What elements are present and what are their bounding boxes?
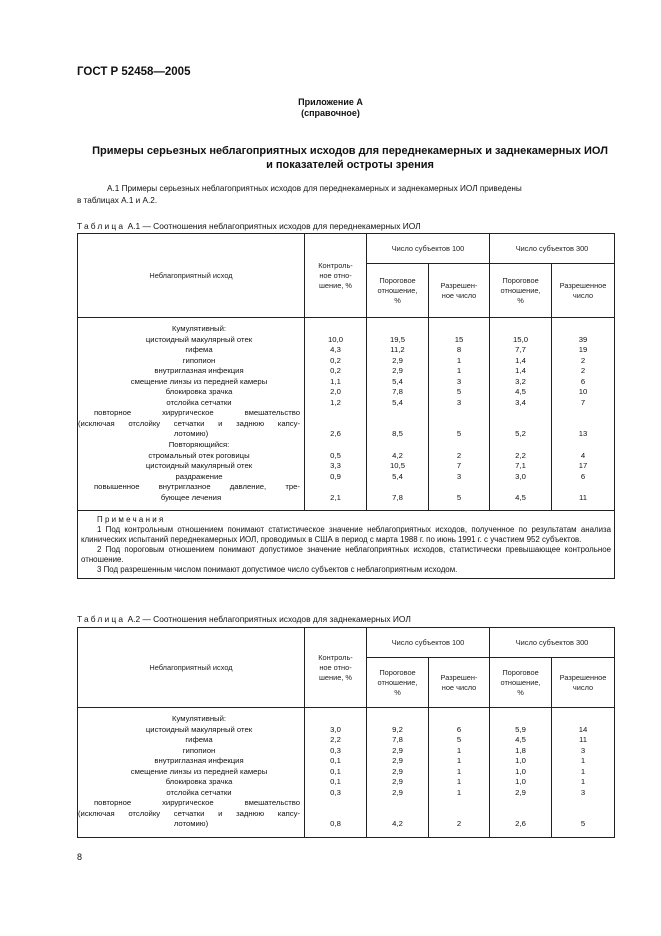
table2-col-allowed-300: [552, 708, 615, 838]
note-2: 2 Под пороговым отношением понимают допустимое значение неблагоприятных исходов, статистически превышающее контрольное отношение.: [81, 545, 612, 564]
row-value: 1,1: [330, 376, 341, 386]
row-value: 3,2: [515, 376, 526, 386]
row-value: 1,8: [515, 745, 526, 755]
row-label-text: повышенное внутриглазное давление, тре-: [94, 482, 300, 492]
header-allowed-100: [429, 264, 490, 318]
row-label: [78, 324, 304, 335]
row-label-text: цистоидный макулярный отек: [145, 724, 253, 734]
document-code: ГОСТ Р 52458—2005: [77, 66, 191, 78]
row-label-text: (исключая отслойку сетчатки и заднюю капсу-: [78, 418, 300, 428]
intro-paragraph: [77, 183, 617, 207]
row-label-text: блокировка зрачка: [165, 777, 233, 787]
header-line: Пороговое: [379, 275, 416, 285]
row-label: [78, 461, 304, 472]
row-value: 15,0: [513, 334, 528, 344]
header-line: число: [572, 682, 594, 692]
row-label: [78, 735, 304, 746]
row-label: [78, 356, 304, 367]
row-value: 3,4: [515, 397, 526, 407]
row-label-text: цистоидный макулярный отек: [145, 461, 253, 471]
row-value: 2,9: [392, 355, 403, 365]
row-value: 2,9: [392, 766, 403, 776]
row-label: [78, 472, 304, 483]
header-control: [305, 628, 367, 708]
header-group-100: Число субъектов 100: [367, 628, 490, 658]
row-value: 2,0: [330, 387, 341, 397]
row-value: [305, 408, 366, 419]
row-value: [552, 440, 614, 451]
row-value: 2,9: [392, 366, 403, 376]
table-a2: [77, 627, 615, 838]
row-label: [78, 746, 304, 757]
row-label-text: стромальный отек роговицы: [148, 450, 250, 460]
row-label: [78, 767, 304, 778]
row-label-text: внутриглазная инфекция: [154, 366, 244, 376]
row-value: 6: [580, 376, 586, 386]
header-threshold-100: [367, 264, 429, 318]
row-value: 0,1: [330, 766, 341, 776]
table1-caption: [77, 221, 421, 231]
row-value: 10,0: [328, 334, 343, 344]
row-value: 5: [456, 735, 462, 745]
row-value: 10,5: [390, 461, 405, 471]
row-value: 8: [456, 345, 462, 355]
row-value: [429, 440, 489, 451]
row-value: [429, 324, 489, 335]
row-value: 13: [578, 429, 588, 439]
row-value: [305, 419, 366, 430]
row-value: [367, 408, 428, 419]
row-label: [78, 345, 304, 356]
table-a1: [77, 233, 615, 579]
row-value: 19,5: [390, 334, 405, 344]
header-group-100: Число субъектов 100: [367, 234, 490, 264]
header-threshold-300: [490, 264, 552, 318]
row-label-text: отслойка сетчатки: [166, 787, 232, 797]
row-value: [429, 408, 489, 419]
row-label: [78, 493, 304, 504]
row-label: [78, 798, 304, 809]
header-group-300: Число субъектов 300: [490, 234, 615, 264]
row-value: [305, 440, 366, 451]
header-line: %: [517, 295, 524, 305]
header-line: Разрешен-: [440, 672, 478, 682]
row-value: 6: [456, 724, 462, 734]
row-label: [78, 819, 304, 830]
header-line: отношение,: [500, 677, 541, 687]
header-line: Разрешенное: [559, 672, 607, 682]
row-value: 17: [578, 461, 588, 471]
table1-col-allowed-100: [429, 318, 490, 511]
row-value: 2,9: [392, 787, 403, 797]
header-line: отношение,: [500, 285, 541, 295]
row-value: [305, 482, 366, 493]
header-line: ное отно-: [319, 270, 352, 280]
row-value: 7: [580, 397, 586, 407]
row-value: 0,9: [330, 471, 341, 481]
intro-line-1: А.1 Примеры серьезных неблагоприятных исходов для переднекамерных и заднекамерных ИОЛ приведены: [107, 184, 522, 193]
row-value: 5: [456, 492, 462, 502]
row-label: [78, 387, 304, 398]
header-line: Контроль-: [318, 652, 353, 662]
header-control: [305, 234, 367, 318]
row-value: 5,4: [392, 397, 403, 407]
row-value: 7,1: [515, 461, 526, 471]
header-outcome: Неблагоприятный исход: [78, 234, 305, 318]
page-title-line-2: и показателей остроты зрения: [266, 159, 434, 171]
row-label-text: раздражение: [175, 471, 223, 481]
row-value: 1,4: [515, 366, 526, 376]
row-value: 3: [580, 787, 586, 797]
row-value: 2: [456, 450, 462, 460]
header-line: %: [517, 687, 524, 697]
row-value: 2,2: [515, 450, 526, 460]
row-value: [429, 798, 489, 809]
header-line: Контроль-: [318, 260, 353, 270]
row-value: 0,3: [330, 745, 341, 755]
row-value: 3: [456, 376, 462, 386]
row-value: 0,2: [330, 355, 341, 365]
row-value: 7: [456, 461, 462, 471]
row-value: 2: [580, 366, 586, 376]
row-value: 9,2: [392, 724, 403, 734]
row-label-text: гифема: [185, 345, 213, 355]
row-label: [78, 366, 304, 377]
table1-col-outcome: [78, 318, 305, 511]
row-value: 5,4: [392, 471, 403, 481]
table2-caption: [77, 614, 411, 624]
row-value: 3,3: [330, 461, 341, 471]
row-value: [552, 714, 614, 725]
row-label-text: смещение линзы из передней камеры: [130, 376, 268, 386]
row-value: [429, 809, 489, 820]
row-value: 0,3: [330, 787, 341, 797]
row-label-text: смещение линзы из передней камеры: [130, 766, 268, 776]
row-value: [552, 809, 614, 820]
row-label: [78, 777, 304, 788]
header-allowed-100: [429, 658, 490, 708]
row-label: [78, 408, 304, 419]
header-threshold-300: [490, 658, 552, 708]
row-label: [78, 398, 304, 409]
row-label-text: внутриглазная инфекция: [154, 756, 244, 766]
row-value: 1: [456, 766, 462, 776]
row-label: [78, 429, 304, 440]
row-value: [552, 798, 614, 809]
row-label-text: Кумулятивный:: [171, 714, 227, 723]
row-value: 5: [580, 819, 586, 829]
row-value: 4,2: [392, 450, 403, 460]
row-value: 4,5: [515, 387, 526, 397]
row-value: 2,9: [515, 787, 526, 797]
row-value: 2,9: [392, 756, 403, 766]
row-value: 2: [456, 819, 462, 829]
row-value: 14: [578, 724, 588, 734]
header-allowed-300: [552, 264, 615, 318]
row-value: [367, 714, 428, 725]
header-line: Пороговое: [502, 275, 539, 285]
table2-caption-text: А.2 — Соотношения неблагоприятных исходов для заднекамерных ИОЛ: [127, 614, 411, 624]
row-value: 2,6: [515, 819, 526, 829]
row-value: 4,5: [515, 735, 526, 745]
page-number: 8: [77, 852, 83, 862]
row-value: 1,4: [515, 355, 526, 365]
row-value: 0,1: [330, 777, 341, 787]
table2-col-allowed-100: [429, 708, 490, 838]
page-title-line-1: Примеры серьезных неблагоприятных исходов для переднекамерных и заднекамерных ИОЛ: [92, 145, 608, 157]
header-line: ное отно-: [319, 662, 352, 672]
row-label: [78, 451, 304, 462]
header-line: ное число: [441, 290, 477, 300]
row-label: [78, 809, 304, 820]
row-value: [429, 714, 489, 725]
row-value: 5,9: [515, 724, 526, 734]
table2-col-outcome: [78, 708, 305, 838]
row-value: 3: [580, 745, 586, 755]
row-value: [305, 714, 366, 725]
row-value: 7,8: [392, 735, 403, 745]
row-value: [490, 324, 551, 335]
row-label-text: повторное хирургическое вмешательство: [94, 408, 300, 418]
row-value: [429, 419, 489, 430]
row-value: 1: [456, 756, 462, 766]
table1-col-threshold-300: [490, 318, 552, 511]
row-label-text: лотомию): [173, 429, 209, 439]
header-line: Пороговое: [502, 667, 539, 677]
row-value: 1,0: [515, 766, 526, 776]
row-label: [78, 756, 304, 767]
header-line: Разрешенное: [559, 280, 607, 290]
row-value: 4: [580, 450, 586, 460]
header-line: %: [394, 295, 401, 305]
row-value: [552, 408, 614, 419]
table1-notes: [78, 511, 615, 579]
row-value: [367, 482, 428, 493]
row-value: [305, 324, 366, 335]
row-value: 2,9: [392, 745, 403, 755]
row-value: [490, 408, 551, 419]
header-line: отношение,: [377, 285, 418, 295]
notes-title: Примечания: [97, 515, 166, 524]
row-value: 0,8: [330, 819, 341, 829]
header-line: Пороговое: [379, 667, 416, 677]
annex-subtitle: (справочное): [301, 108, 360, 118]
row-value: [490, 440, 551, 451]
row-label: [78, 714, 304, 725]
row-value: [490, 798, 551, 809]
row-label: [78, 335, 304, 346]
row-value: [367, 809, 428, 820]
header-line: Разрешен-: [440, 280, 478, 290]
row-value: 1,0: [515, 777, 526, 787]
row-value: 1: [580, 777, 586, 787]
row-value: 39: [578, 334, 588, 344]
row-value: 11,2: [390, 345, 405, 355]
row-label-text: отслойка сетчатки: [166, 397, 232, 407]
row-label-text: повторное хирургическое вмешательство: [94, 798, 300, 808]
row-value: 5: [456, 429, 462, 439]
row-label: [78, 419, 304, 430]
row-value: 3: [456, 397, 462, 407]
header-group-300: Число субъектов 300: [490, 628, 615, 658]
header-line: шение, %: [318, 280, 353, 290]
table2-col-threshold-300: [490, 708, 552, 838]
annex-title: Приложение А: [298, 97, 363, 107]
row-value: 1: [580, 766, 586, 776]
header-threshold-100: [367, 658, 429, 708]
row-value: 7,7: [515, 345, 526, 355]
row-value: 4,3: [330, 345, 341, 355]
row-value: 1,0: [515, 756, 526, 766]
row-label-text: лотомию): [173, 819, 209, 829]
row-label-text: гифема: [185, 735, 213, 745]
row-value: [552, 419, 614, 430]
row-value: [490, 419, 551, 430]
row-value: 3: [456, 471, 462, 481]
row-label: [78, 482, 304, 493]
row-value: [429, 482, 489, 493]
row-value: 2,9: [392, 777, 403, 787]
note-1: 1 Под контрольным отношением понимают статистическое значение неблагоприятных исходов, полученное по результатам анализа клинических испытаний переднекамерных ИОЛ, проводимых в США в период с марта 1988 г. по июнь 1991 г. с участием 952 субъектов.: [81, 525, 612, 544]
row-value: 1: [580, 756, 586, 766]
row-value: 11: [579, 492, 588, 502]
table1-col-allowed-300: [552, 318, 615, 511]
table2-col-threshold-100: [367, 708, 429, 838]
row-value: 5,4: [392, 376, 403, 386]
row-label-text: (исключая отслойку сетчатки и заднюю капсу-: [78, 808, 300, 818]
row-value: 2,1: [330, 492, 341, 502]
row-value: 7,8: [392, 387, 403, 397]
table1-caption-prefix: Таблица: [77, 221, 126, 231]
table2-caption-prefix: Таблица: [77, 614, 126, 624]
table2-col-control: [305, 708, 367, 838]
row-value: [305, 798, 366, 809]
row-value: 6: [580, 471, 586, 481]
header-line: ное число: [441, 682, 477, 692]
header-line: шение, %: [318, 672, 353, 682]
row-label-text: Кумулятивный:: [171, 324, 227, 333]
row-value: 8,5: [392, 429, 403, 439]
row-label: [78, 440, 304, 451]
row-value: 4,5: [515, 492, 526, 502]
row-value: 7,8: [392, 492, 403, 502]
row-value: 4,2: [392, 819, 403, 829]
header-line: отношение,: [377, 677, 418, 687]
table1-body-row: [78, 318, 615, 511]
row-value: [552, 324, 614, 335]
row-value: 1: [456, 366, 462, 376]
row-label-text: Повторяющийся:: [168, 440, 230, 450]
row-value: 1: [456, 777, 462, 787]
row-value: 1,2: [330, 397, 341, 407]
row-value: 19: [578, 345, 588, 355]
row-label-text: блокировка зрачка: [165, 387, 233, 397]
table2-body-row: [78, 708, 615, 838]
row-value: 5: [456, 387, 462, 397]
header-line: число: [572, 290, 594, 300]
note-3: 3 Под разрешенным числом понимают допустимое число субъектов с неблагоприятным исходом.: [97, 565, 458, 574]
row-label-text: бующее лечения: [160, 492, 222, 502]
row-value: 0,1: [330, 756, 341, 766]
row-value: 11: [579, 735, 588, 745]
row-value: 3,0: [330, 724, 341, 734]
row-value: 15: [454, 334, 464, 344]
table1-col-threshold-100: [367, 318, 429, 511]
row-label: [78, 725, 304, 736]
row-value: 2: [580, 355, 586, 365]
table1-caption-text: А.1 — Соотношения неблагоприятных исходов для переднекамерных ИОЛ: [127, 221, 421, 231]
row-value: [367, 798, 428, 809]
row-value: 0,2: [330, 366, 341, 376]
row-value: 2,6: [330, 429, 341, 439]
row-label-text: цистоидный макулярный отек: [145, 334, 253, 344]
row-value: 1: [456, 787, 462, 797]
row-value: [490, 809, 551, 820]
row-value: 0,5: [330, 450, 341, 460]
header-allowed-300: [552, 658, 615, 708]
row-label-text: гипопион: [182, 745, 216, 755]
intro-line-2: в таблицах А.1 и А.2.: [77, 196, 158, 205]
row-label-text: гипопион: [182, 355, 216, 365]
row-value: [490, 482, 551, 493]
row-value: 1: [456, 355, 462, 365]
row-value: 5,2: [515, 429, 526, 439]
row-value: [490, 714, 551, 725]
header-outcome: Неблагоприятный исход: [78, 628, 305, 708]
row-value: [367, 324, 428, 335]
row-value: 10: [578, 387, 588, 397]
row-value: [367, 440, 428, 451]
row-value: [367, 419, 428, 430]
row-value: 3,0: [515, 471, 526, 481]
row-label: [78, 788, 304, 799]
row-label: [78, 377, 304, 388]
row-value: 1: [456, 745, 462, 755]
row-value: [305, 809, 366, 820]
row-value: 2,2: [330, 735, 341, 745]
table1-col-control: [305, 318, 367, 511]
row-value: [552, 482, 614, 493]
header-line: %: [394, 687, 401, 697]
